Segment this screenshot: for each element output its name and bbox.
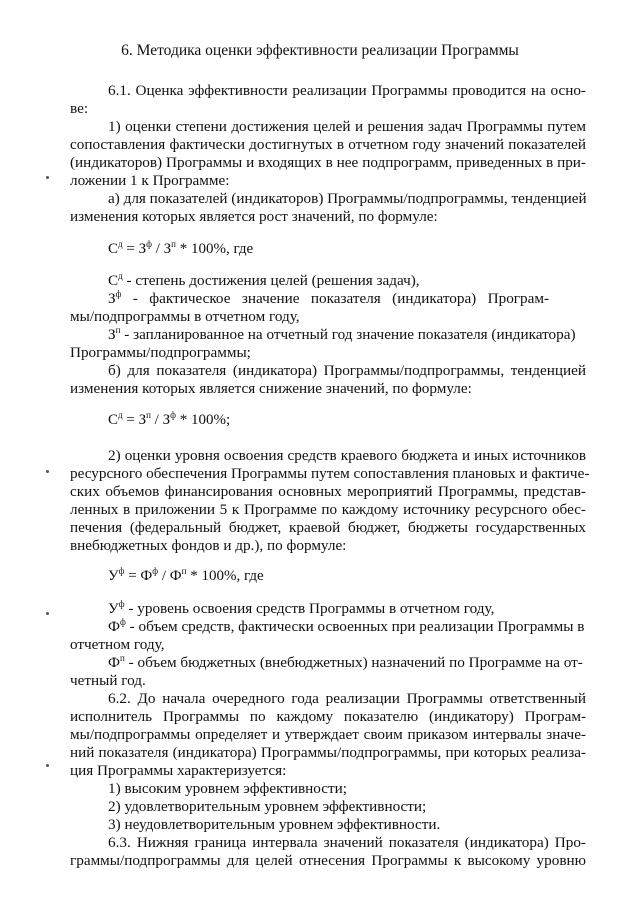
item-1-line: (индикаторов) Программы и входящих в нее подпрограмм, приведенных в при- xyxy=(70,154,586,171)
formula-achievement-growth: $С^д = З^ф / З^п * 100\%$, где xyxy=(108,239,254,257)
definition-actual-value-cont: мы/подпрограммы в отчетном году, xyxy=(70,308,300,325)
item-2-line: 2) оценки уровня освоения средств краевого бюджета и иных источников xyxy=(108,447,586,464)
scan-speck xyxy=(46,764,49,767)
item-a-line: а) для показателей (индикаторов) Программы/подпрограммы, тенденцией xyxy=(108,190,587,207)
item-2-line: печения (федеральный бюджет, краевой бюджет, бюджеты государственных xyxy=(70,519,586,536)
definition-planned-value-cont: Программы/подпрограммы; xyxy=(70,344,251,361)
definition-planned-funds-cont: четный год. xyxy=(70,672,146,689)
item-1-line: сопоставления фактически достигнутых в отчетном году значений показателей xyxy=(70,136,586,153)
efficiency-level-item: 3) неудовлетворительным уровнем эффективности. xyxy=(108,816,441,833)
paragraph-6-3-line: граммы/подпрограммы для целей отнесения Программы к высокому уровню xyxy=(70,852,586,869)
definition-actual-funds: $Ф^ф$ - объем средств, фактически освоенных при реализации Программы в xyxy=(108,617,585,635)
item-b-line: изменения которых является снижение значений, по формуле: xyxy=(70,380,472,397)
paragraph-6-2-line: 6.2. До начала очередного года реализации Программы ответственный xyxy=(108,690,586,707)
efficiency-level-item: 1) высоким уровнем эффективности; xyxy=(108,780,348,797)
definition-achievement: $С^д$ - степень достижения целей (решения задач), xyxy=(108,271,420,289)
definition-actual-funds-cont: отчетном году, xyxy=(70,636,165,653)
paragraph-6-2-line: исполнитель Программы по каждому показателю (индикатору) Програм- xyxy=(70,708,586,725)
item-a-line: изменения которых является рост значений, по формуле: xyxy=(70,208,438,225)
item-1-line: 1) оценки степени достижения целей и решения задач Программы путем xyxy=(108,118,586,135)
item-2-line: ресурсного обеспечения Программы путем сопоставления плановых и фактиче- xyxy=(70,465,590,482)
paragraph-6-2-line: мы/подпрограммы определяет и утверждает своим приказом интервалы значе- xyxy=(70,726,586,743)
scan-speck xyxy=(46,176,49,179)
item-b-line: б) для показателя (индикатора) Программы/подпрограммы, тенденцией xyxy=(108,362,586,379)
item-2-line: ских объемов финансирования основных мероприятий Программы, представ- xyxy=(70,483,586,500)
scan-speck xyxy=(46,470,49,473)
section-title: 6. Методика оценки эффективности реализации Программы xyxy=(121,42,519,59)
definition-utilization-level: $У^ф$ - уровень освоения средств Программы в отчетном году, xyxy=(108,599,495,617)
definition-planned-funds: $Ф^п$ - объем бюджетных (внебюджетных) назначений по Программе на от- xyxy=(108,653,583,671)
item-2-line: ленных в приложении 5 к Программе по каждому источнику ресурсного обес- xyxy=(70,501,586,518)
formula-achievement-decrease: $С^д = З^п / З^ф * 100\%$; xyxy=(108,410,231,428)
scan-speck xyxy=(46,612,49,615)
paragraph-6-3-line: 6.3. Нижняя граница интервала значений показателя (индикатора) Про- xyxy=(108,834,586,851)
item-2-line: внебюджетных фондов и др.), по формуле: xyxy=(70,537,347,554)
paragraph-6-2-line: ний показателя (индикатора) Программы/подпрограммы, при которых реализа- xyxy=(70,744,586,761)
definition-planned-value: $З^п$ - запланированное на отчетный год значение показателя (индикатора) xyxy=(108,325,576,343)
paragraph-6-1-line: 6.1. Оценка эффективности реализации Программы проводится на осно- xyxy=(108,82,586,99)
item-1-line: ложении 1 к Программе: xyxy=(70,172,230,189)
efficiency-level-item: 2) удовлетворительным уровнем эффективности; xyxy=(108,798,427,815)
formula-funds-utilization: $У^ф = Ф^ф / Ф^п * 100\%$, где xyxy=(108,566,264,584)
paragraph-6-2-line: ция Программы характеризуется: xyxy=(70,762,287,779)
paragraph-6-1-line: ве: xyxy=(70,100,89,117)
definition-actual-value: $З^ф$ - фактическое значение показателя (индикатора) Програм- xyxy=(108,289,550,307)
